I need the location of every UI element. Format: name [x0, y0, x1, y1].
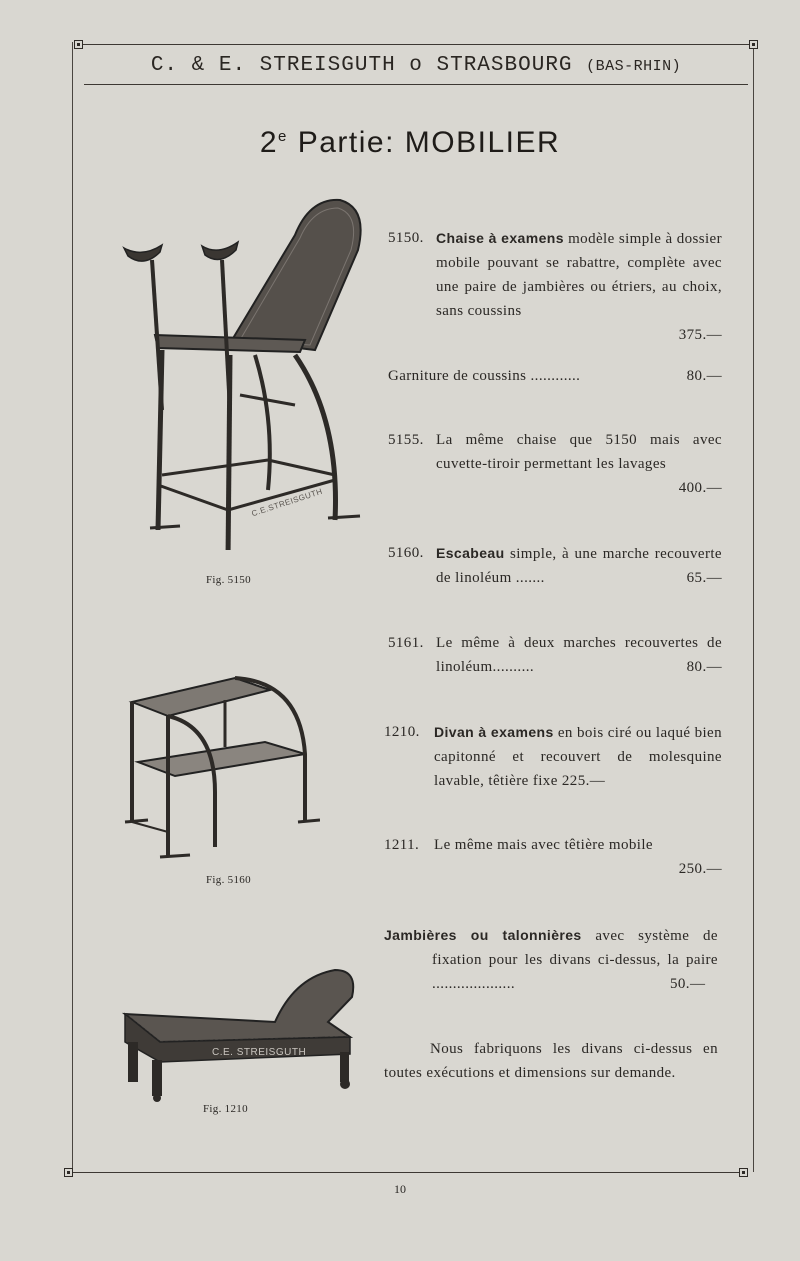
city-name: STRASBOURG: [436, 54, 573, 77]
entry-number: 5150.: [388, 230, 424, 246]
figure-caption-1210: Fig. 1210: [203, 1103, 248, 1115]
entry-number: 5161.: [388, 635, 424, 651]
entry-number: 1210.: [384, 724, 420, 740]
company-name: C. & E. STREISGUTH: [150, 54, 396, 77]
entry-title: Jambières ou talonnières: [384, 927, 582, 943]
header-rule: [84, 84, 748, 85]
entry-title: Escabeau: [436, 545, 505, 561]
corner-ornament: [749, 40, 758, 49]
figure-caption-5150: Fig. 5150: [206, 574, 251, 586]
entry-leg-rests: Jambières ou talonnières avec système de fixation pour les divans ci-dessus, la paire .................... 50.—: [384, 927, 718, 992]
corner-ornament: [739, 1168, 748, 1177]
step-stool-illustration: [120, 672, 320, 862]
entry-text: simple, à une marche recouverte de linoléum .......: [436, 546, 722, 586]
page-number: 10: [394, 1182, 406, 1196]
entry-text: Nous fabriquons les divans ci-dessus en toutes exécutions et dimensions sur demande.: [384, 1041, 718, 1081]
entry-price: 65.—: [686, 570, 722, 586]
examination-chair-illustration: [110, 190, 370, 550]
corner-ornament: [74, 40, 83, 49]
entry-price: 250.—: [678, 861, 722, 877]
entry-custom-note: [384, 1037, 718, 1085]
entry-price: 375.—: [678, 327, 722, 343]
entry-title: Divan à examens: [434, 724, 554, 740]
maker-mark: C.E. STREISGUTH: [212, 1047, 307, 1058]
bottom-rule: [68, 1172, 744, 1173]
entry-5160: [388, 541, 722, 590]
entry-price: 225.—: [561, 773, 606, 789]
entry-5150: [388, 226, 722, 347]
entry-number: 5155.: [388, 432, 424, 448]
catalog-header: [86, 54, 746, 77]
corner-ornament: [64, 1168, 73, 1177]
region-name: (BAS-RHIN): [586, 58, 682, 75]
examination-divan-illustration: [100, 962, 360, 1102]
entry-text: Le même mais avec têtière mobile: [434, 837, 653, 853]
entry-text: Le même à deux marches recouvertes de linoléum..........: [436, 635, 722, 675]
entry-text: en bois ciré ou laqué bien capitonné et recouvert de molesquine lavable, têtière fixe: [434, 725, 722, 789]
entry-price: 400.—: [678, 480, 722, 496]
entry-price: 80.—: [686, 368, 722, 384]
entry-1210: [384, 720, 722, 793]
entry-number: 1211.: [384, 837, 420, 853]
figure-caption-5160: Fig. 5160: [206, 874, 251, 886]
header-separator: o: [409, 54, 423, 77]
entry-text: avec système de fixation pour les divans ci-dessus, la paire ....................: [432, 928, 718, 992]
entry-title: Chaise à examens: [436, 230, 564, 246]
entry-text: modèle simple à dossier mobile pouvant se rabattre, complète avec une paire de jambières ou étriers, au choix, sans coussins: [436, 231, 722, 319]
entry-number: 5160.: [388, 545, 424, 561]
entry-text: Garniture de coussins ............: [388, 368, 581, 384]
entry-cushions: [388, 364, 722, 388]
page-title: 2e Partie: MOBILIER: [259, 126, 561, 159]
entry-text: La même chaise que 5150 mais avec cuvette-tiroir permettant les lavages: [436, 432, 722, 472]
top-rule: [78, 44, 754, 45]
entry-5161: [388, 631, 722, 679]
entry-1211: [384, 833, 722, 881]
maker-mark: C.E.STREISGUTH: [250, 486, 324, 519]
entry-5155: [388, 428, 722, 500]
entry-price: 80.—: [686, 659, 722, 675]
